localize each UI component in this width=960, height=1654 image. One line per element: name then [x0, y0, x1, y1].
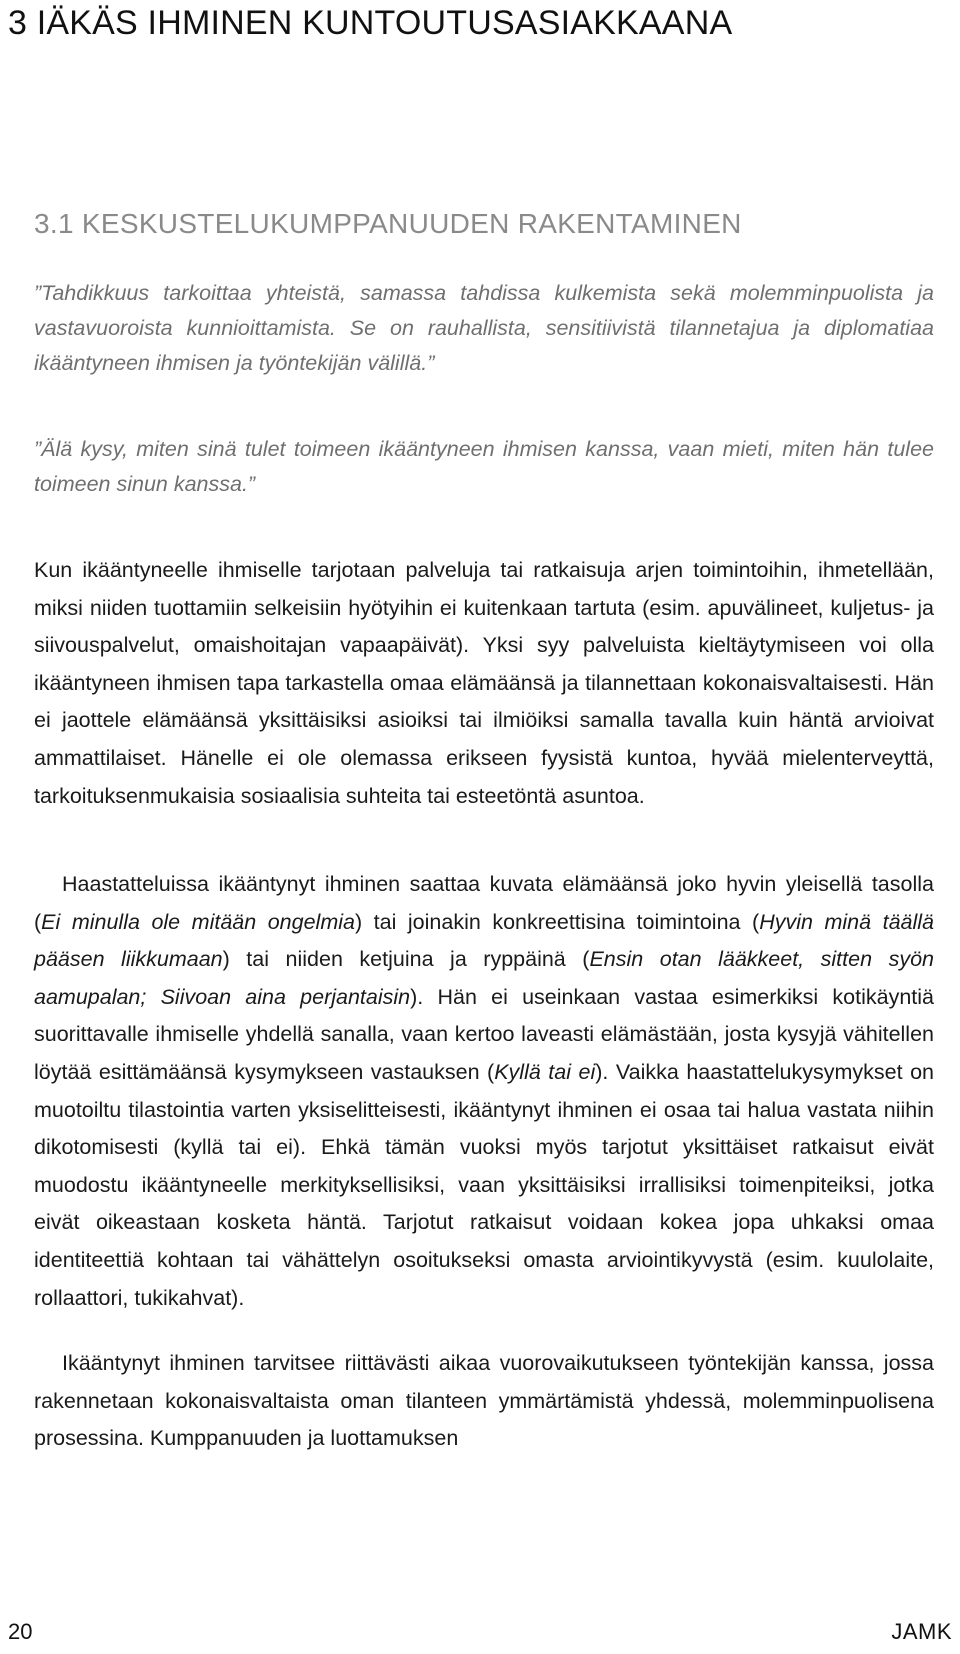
paragraph-text: ). Hän ei useinkaan vastaa esimerkiksi kotikäyntiä suorittavalle ihmiselle yhdellä sanalla, vaan kertoo laveasti elämästään, josta kysyjä vähitellen löytää esittämäänsä kysymykseen vastauksen ( — [34, 984, 934, 1084]
paragraph-example: Kyllä tai ei — [494, 1059, 596, 1084]
page-number: 20 — [8, 1619, 33, 1644]
paragraph-example: Hyvin minä täällä pääsen liikkumaan — [34, 909, 934, 972]
quote-ala-kysy: ”Älä kysy, miten sinä tulet toimeen ikääntyneen ihmisen kanssa, vaan mieti, miten hän tulee toimeen sinun kanssa.” — [34, 437, 934, 496]
quote-tahdikkuus: ”Tahdikkuus tarkoittaa yhteistä, samassa tahdissa kulkemista sekä molemminpuolista ja vastavuoroista kunnioittamista. Se on rauhallista, sensitiivistä tilannetajua ja diplomatiaa ikääntyneen ihmisen ja työntekijän välillä.” — [34, 281, 934, 375]
paragraph-haastattelut — [34, 866, 934, 1317]
footer-brand: JAMK — [891, 1619, 952, 1644]
paragraph-text: ) tai niiden ketjuina ja ryppäinä ( — [222, 947, 590, 972]
paragraph-vuorovaikutus: Ikääntynyt ihminen tarvitsee riittävästi aikaa vuorovaikutukseen työntekijän kanssa, jossa rakennetaan kokonaisvaltaista oman tilanteen ymmärtämistä yhdessä, molemminpuolisena prosessina. Kumppanuuden ja luottamuksen — [34, 1351, 934, 1451]
paragraph-text: ). Vaikka haastattelukysymykset on muotoiltu tilastointia varten yksiselitteisesti, ikääntynyt ihminen ei osaa tai halua vastata niihin dikotomisesti (kyllä tai ei). Ehkä tämän vuoksi myös tarjotut yksittäiset ratkaisut eivät muodostu ikääntyneelle merkityksellisiksi, vaan yksittäisiksi irrallisiksi toimenpiteiksi, jotka eivät oikeastaan kosketa häntä. Tarjotut ratkaisut voidaan kokea jopa uhkaksi omaa identiteettiä kohtaan tai vähättelyn osoitukseksi omasta arviointikyvystä (esim. kuulolaite, rollaattori, tukikahvat). — [34, 1059, 935, 1310]
paragraph-palvelut: Kun ikääntyneelle ihmiselle tarjotaan palveluja tai ratkaisuja arjen toimintoihin, ihmetellään, miksi niiden tuottamiin selkeisiin hyötyihin ei kuitenkaan tartuta (esim. apuvälineet, kuljetus- ja siivouspalvelut, omaishoitajan vapaapäivät). Yksi syy palveluista kieltäytymiseen voi olla ikääntyneen ihmisen tapa tarkastella omaa elämäänsä ja tilannettaan kokonaisvaltaisesti. Hän ei jaottele elämäänsä yksittäisiksi asioiksi tai ilmiöiksi samalla tavalla kuin häntä arvioivat ammattilaiset. Hänelle ei ole olemassa erikseen fyysistä kuntoa, hyvää mielenterveyttä, tarkoituksenmukaisia sosiaalisia suhteita tai esteetöntä asuntoa. — [34, 558, 934, 808]
paragraph-text: Haastatteluissa ikääntynyt ihminen saattaa kuvata elämäänsä joko hyvin yleisellä tasolla ( — [34, 872, 934, 934]
paragraph-text: ) tai joinakin konkreettisina toimintoina ( — [354, 909, 760, 934]
paragraph-example: Ensin otan lääkkeet, sitten syön aamupalan; Siivoan aina perjantaisin — [34, 947, 934, 1009]
section-title: 3.1 KESKUSTELUKUMPPANUUDEN RAKENTAMINEN — [34, 208, 742, 239]
paragraph-example: Ei minulla ole mitään ongelmia — [41, 909, 355, 934]
chapter-title: 3 IÄKÄS IHMINEN KUNTOUTUSASIAKKAANA — [8, 4, 733, 42]
